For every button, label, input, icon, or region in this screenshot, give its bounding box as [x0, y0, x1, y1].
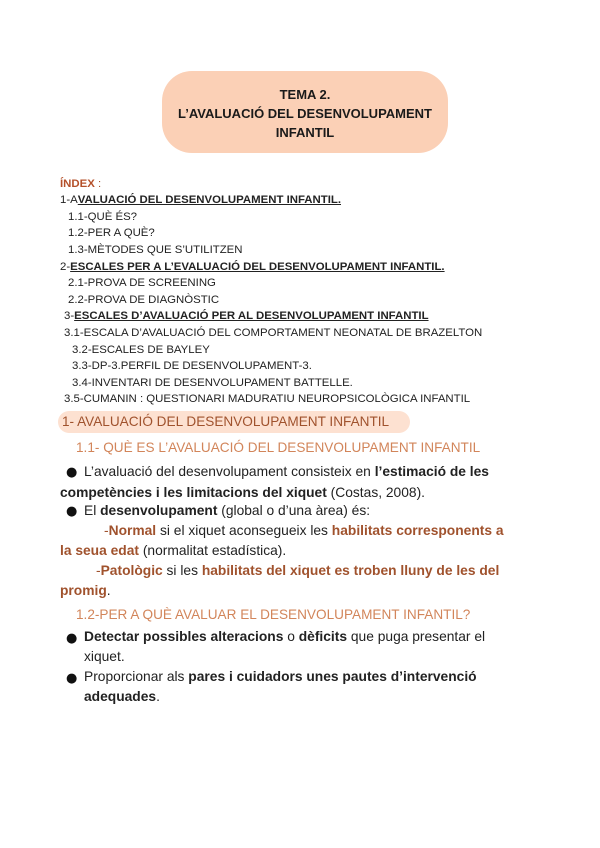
index-section-2: 2-ESCALES PER A L’EVALUACIÓ DEL DESENVOLUPAMENT INFANTIL.	[60, 261, 445, 273]
index-item-3-2: 3.2-ESCALES DE BAYLEY	[72, 344, 210, 356]
bullet-2-line: El desenvolupament (global o d’una àrea) és:	[84, 503, 371, 518]
bullet-icon: ●	[66, 671, 78, 686]
bullet-1-line-1: L’avaluació del desenvolupament consisteix en l’estimació de les	[84, 464, 489, 479]
index-section-3: 3-ESCALES D’AVALUACIÓ PER AL DESENVOLUPAMENT INFANTIL	[64, 310, 429, 322]
index-heading: ÍNDEX :	[60, 178, 102, 190]
subsection-1-1-heading: 1.1- QUÈ ES L’AVALUACIÓ DEL DESENVOLUPAMENT INFANTIL	[76, 440, 481, 455]
index-item-1-3: 1.3-MÈTODES QUE S’UTILITZEN	[68, 244, 243, 256]
index-item-3-1: 3.1-ESCALA D’AVALUACIÓ DEL COMPORTAMENT NEONATAL DE BRAZELTON	[64, 327, 483, 339]
section-1-heading: 1- AVALUACIÓ DEL DESENVOLUPAMENT INFANTIL	[62, 414, 390, 429]
index-item-3-3: 3.3-DP-3.PERFIL DE DESENVOLUPAMENT-3.	[72, 360, 312, 372]
bullet-icon: ●	[66, 631, 78, 646]
bullet-icon: ●	[66, 504, 78, 519]
index-item-2-1: 2.1-PROVA DE SCREENING	[68, 277, 216, 289]
title-line-2: L’AVALUACIÓ DEL DESENVOLUPAMENT	[178, 106, 432, 121]
normal-line-2: la seua edat (normalitat estadística).	[60, 543, 287, 558]
index-section-1: 1-AVALUACIÓ DEL DESENVOLUPAMENT INFANTIL.	[60, 194, 341, 206]
bullet-4-line-1: Proporcionar als pares i cuidadors unes pautes d’intervenció	[84, 669, 477, 684]
pathological-line-1: -Patològic si les habilitats del xiquet es troben lluny de les del	[96, 563, 500, 578]
normal-line-1: -Normal si el xiquet aconsegueix les habilitats corresponents a	[104, 523, 504, 538]
index-item-3-5: 3.5-CUMANIN : QUESTIONARI MADURATIU NEUROPSICOLÒGICA INFANTIL	[64, 393, 471, 405]
index-item-2-2: 2.2-PROVA DE DIAGNÒSTIC	[68, 294, 220, 306]
index-item-1-1: 1.1-QUÈ ÉS?	[68, 211, 138, 223]
bullet-1-line-2: competències i les limitacions del xiquet (Costas, 2008).	[60, 485, 425, 500]
bullet-4-line-2: adequades.	[84, 689, 160, 704]
title-line-1: TEMA 2.	[279, 87, 331, 102]
bullet-3-line-1: Detectar possibles alteracions o dèficits que puga presentar el	[84, 629, 486, 644]
index-item-3-4: 3.4-INVENTARI DE DESENVOLUPAMENT BATTELLE.	[72, 377, 353, 389]
bullet-3-line-2: xiquet.	[84, 649, 125, 664]
bullet-icon: ●	[66, 465, 78, 480]
subsection-1-2-heading: 1.2-PER A QUÈ AVALUAR EL DESENVOLUPAMENT INFANTIL?	[76, 607, 471, 622]
index-item-1-2: 1.2-PER A QUÈ?	[68, 227, 155, 239]
title-line-3: INFANTIL	[275, 125, 335, 140]
pathological-line-2: promig.	[60, 583, 111, 598]
title-box	[162, 71, 448, 153]
